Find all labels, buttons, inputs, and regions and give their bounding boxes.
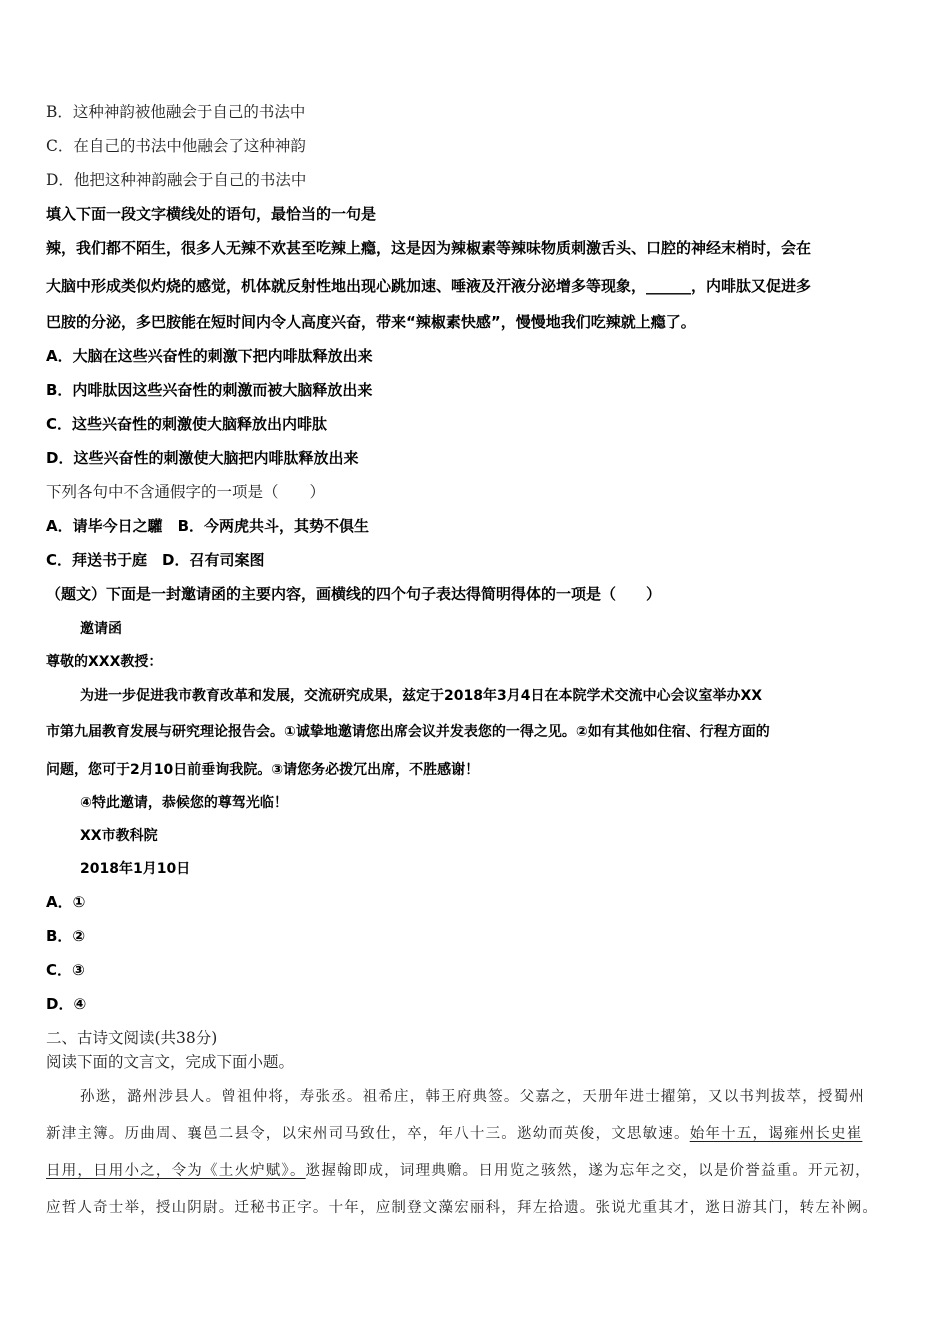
letter-title: 邀请函 [80,621,122,637]
underlined-sentence-part-2: 日用，日用小之，令为《土火炉赋》。 [46,1163,306,1179]
letter-body-line-2: 市第九届教育发展与研究理论报告会。①诚挚地邀请您出席会议并发表您的一得之见。②如有其他如住宿、行程方面的 [46,724,770,740]
q1-option-b: B．这种神韵被他融会于自己的书法中 [46,103,306,121]
letter-body-line-4: ④特此邀请，恭候您的尊驾光临！ [80,795,288,811]
q4-option-b: B．② [46,927,86,945]
letter-salutation: 尊敬的XXX教授： [46,654,163,670]
section-heading: 二、古诗文阅读(共38分) [46,1029,218,1047]
letter-body-line-1: 为进一步促进我市教育改革和发展，交流研究成果，兹定于2018年3月4日在本院学术交流中心会议室举办XX [80,688,763,704]
classical-text-line-4: 应哲人奇士举，授山阴尉。迁秘书正字。十年，应制登文藻宏丽科，拜左拾遗。张说尤重其才，逖日游其门，转左补阙。 [46,1200,879,1216]
q3-options-ab: A．请毕今日之驩 B．今两虎共斗，其势不俱生 [46,517,370,535]
q2-option-a: A．大脑在这些兴奋性的刺激下把内啡肽释放出来 [46,347,373,365]
q2-passage-line-3: 巴胺的分泌，多巴胺能在短时间内令人高度兴奋，带来“辣椒素快感”，慢慢地我们吃辣就上瘾了。 [46,313,696,331]
section-instruction: 阅读下面的文言文，完成下面小题。 [46,1053,295,1071]
classical-text-line-3-plain: 逖握翰即成，词理典赡。日用览之骇然，遂为忘年之交，以是价誉益重。开元初， [305,1163,871,1179]
q2-option-c: C．这些兴奋性的刺激使大脑释放出内啡肽 [46,415,328,433]
classical-text-line-2-plain: 新津主簿。历曲周、襄邑二县令，以宋州司马致仕，卒，年八十三。逖幼而英俊，文思敏速。 [46,1126,690,1142]
q1-option-d: D．他把这种神韵融会于自己的书法中 [46,171,307,189]
q4-option-a: A．① [46,893,86,911]
q3-stem: 下列各句中不含通假字的一项是（ ） [46,483,326,501]
q2-option-b: B．内啡肽因这些兴奋性的刺激而被大脑释放出来 [46,381,373,399]
q4-option-d: D．④ [46,995,87,1013]
classical-text-line-2 [46,1124,862,1144]
q2-passage-line-1: 辣，我们都不陌生，很多人无辣不欢甚至吃辣上瘾，这是因为辣椒素等辣味物质刺激舌头、口腔的神经末梢时，会在 [46,239,812,257]
q1-option-c: C．在自己的书法中他融会了这种神韵 [46,137,306,155]
q4-stem: （题文）下面是一封邀请函的主要内容，画横线的四个句子表达得简明得体的一项是（ ） [46,585,662,603]
q2-stem: 填入下面一段文字横线处的语句，最恰当的一句是 [46,205,377,223]
q3-options-cd: C．拜送书于庭 D．召有司案图 [46,551,265,569]
q2-passage-line-2: 大脑中形成类似灼烧的感觉，机体就反射性地出现心跳加速、唾液及汗液分泌增多等现象，______，内啡肽又促进多 [46,277,812,295]
q2-option-d: D．这些兴奋性的刺激使大脑把内啡肽释放出来 [46,449,359,467]
letter-date: 2018年1月10日 [80,861,191,877]
letter-signature: XX市教科院 [80,828,158,844]
q4-option-c: C．③ [46,961,85,979]
classical-text-line-1: 孙逖，潞州涉县人。曾祖仲将，寿张丞。祖希庄，韩王府典签。父嘉之，天册年进士擢第，又以书判拔萃，授蜀州 [80,1089,865,1105]
underlined-sentence-part-1: 始年十五，谒雍州长史崔 [689,1126,863,1142]
letter-body-line-3: 问题，您可于2月10日前垂询我院。③请您务必拨冗出席，不胜感谢！ [46,762,480,778]
classical-text-line-3 [46,1161,871,1181]
